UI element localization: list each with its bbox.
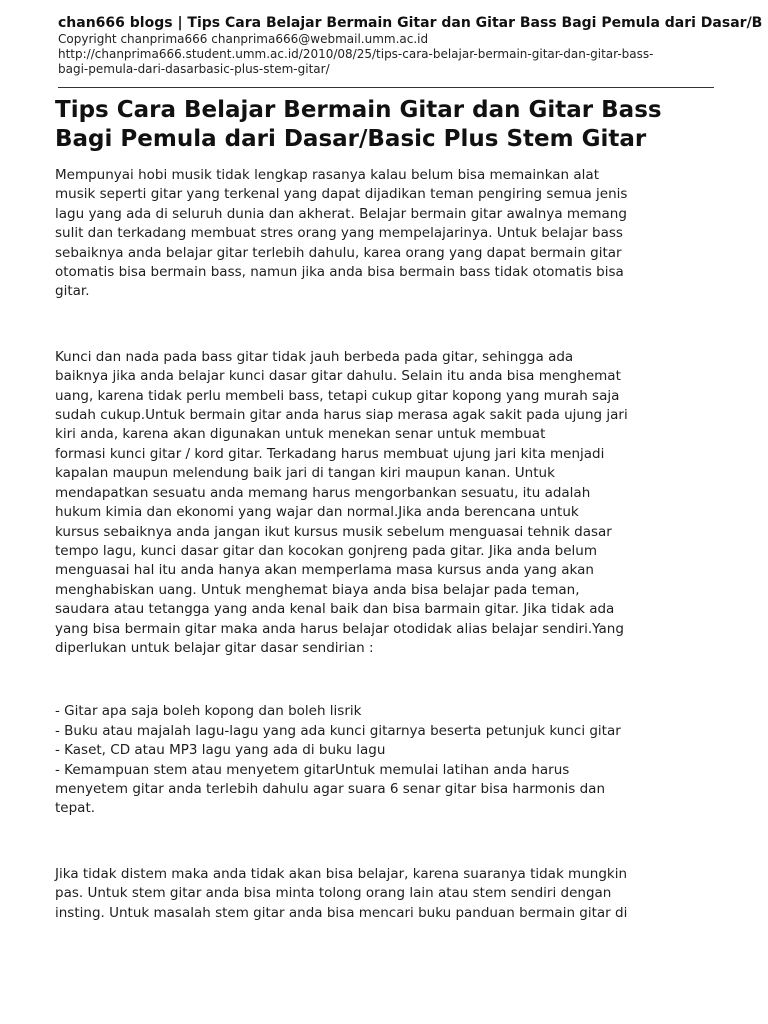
paragraph-line: sudah cukup.Untuk bermain gitar anda harus siap merasa agak sakit pada ujung jari bbox=[55, 407, 628, 424]
paragraph-3 bbox=[55, 865, 715, 923]
paragraph-spacer bbox=[55, 819, 715, 865]
paragraph-line: pas. Untuk stem gitar anda bisa minta tolong orang lain atau stem sendiri dengan bbox=[55, 885, 612, 902]
copyright-line: Copyright chanprima666 chanprima666@webmail.umm.ac.id bbox=[58, 32, 429, 46]
article-body bbox=[55, 166, 715, 923]
list-item: menyetem gitar anda terlebih dahulu agar suara 6 senar gitar bisa harmonis dan bbox=[55, 780, 606, 797]
paragraph-line: kursus sebaiknya anda jangan ikut kursus musik sebelum menguasai tehnik dasar bbox=[55, 523, 612, 540]
paragraph-line: menguasai hal itu anda hanya akan memperlama masa kursus anda yang akan bbox=[55, 562, 594, 579]
blog-title: chan666 blogs | Tips Cara Belajar Bermain Gitar dan Gitar Bass Bagi Pemula dari Dasar/B bbox=[58, 15, 763, 31]
paragraph-line: saudara atau tetangga yang anda kenal baik dan bisa barmain gitar. Jika tidak ada bbox=[55, 601, 615, 618]
paragraph-line: diperlukan untuk belajar gitar dasar sendirian : bbox=[55, 639, 374, 656]
paragraph-line: kapalan maupun melendung baik jari di tangan kiri maupun kanan. Untuk bbox=[55, 465, 555, 482]
source-url-line-2: bagi-pemula-dari-dasarbasic-plus-stem-gitar/ bbox=[58, 62, 330, 76]
list-item: tepat. bbox=[55, 800, 96, 817]
list-item: - Gitar apa saja boleh kopong dan boleh lisrik bbox=[55, 703, 362, 720]
paragraph-line: Kunci dan nada pada bass gitar tidak jauh berbeda pada gitar, sehingga ada bbox=[55, 348, 574, 365]
paragraph-line: tempo lagu, kunci dasar gitar dan kocokan gonjreng pada gitar. Jika anda belum bbox=[55, 542, 598, 559]
page-header bbox=[58, 14, 768, 77]
source-url-line-1: http://chanprima666.student.umm.ac.id/2010/08/25/tips-cara-belajar-bermain-gitar-dan-gitar-bass- bbox=[58, 47, 654, 61]
paragraph-2 bbox=[55, 348, 715, 659]
paragraph-line: menghabiskan uang. Untuk menghemat biaya anda bisa belajar pada teman, bbox=[55, 581, 580, 598]
paragraph-line: Mempunyai hobi musik tidak lengkap rasanya kalau belum bisa memainkan alat bbox=[55, 167, 599, 183]
paragraph-line: Jika tidak distem maka anda tidak akan bisa belajar, karena suaranya tidak mungkin bbox=[55, 865, 628, 882]
paragraph-line: hukum kimia dan ekonomi yang wajar dan normal.Jika anda berencana untuk bbox=[55, 504, 579, 521]
article-title-line-2: Bagi Pemula dari Dasar/Basic Plus Stem Gitar bbox=[55, 126, 647, 152]
paragraph-line: yang bisa bermain gitar maka anda harus belajar otodidak alias belajar sendiri.Yang bbox=[55, 620, 624, 637]
paragraph-line: lagu yang ada di seluruh dunia dan akherat. Belajar bermain gitar awalnya memang bbox=[55, 205, 627, 222]
paragraph-line: otomatis bisa bermain bass, namun jika anda bisa bermain bass tidak otomatis bisa bbox=[55, 264, 624, 281]
list-item: - Buku atau majalah lagu-lagu yang ada kunci gitarnya beserta petunjuk kunci gitar bbox=[55, 722, 621, 739]
paragraph-line: insting. Untuk masalah stem gitar anda bisa mencari buku panduan bermain gitar di bbox=[55, 904, 628, 921]
paragraph-line: kiri anda, karena akan digunakan untuk menekan senar untuk membuat bbox=[55, 426, 546, 443]
paragraph-line: formasi kunci gitar / kord gitar. Terkadang harus membuat ujung jari kita menjadi bbox=[55, 445, 605, 462]
paragraph-line: sulit dan terkadang membuat stres orang yang mempelajarinya. Untuk belajar bass bbox=[55, 225, 623, 242]
article-title bbox=[55, 96, 725, 154]
paragraph-line: musik seperti gitar yang terkenal yang dapat dijadikan teman pengiring semua jenis bbox=[55, 186, 628, 203]
paragraph-1 bbox=[55, 166, 715, 302]
paragraph-spacer bbox=[55, 658, 715, 702]
requirements-list bbox=[55, 702, 715, 818]
paragraph-line: gitar. bbox=[55, 283, 90, 300]
list-item: - Kemampuan stem atau menyetem gitarUntuk memulai latihan anda harus bbox=[55, 761, 570, 778]
paragraph-line: mendapatkan sesuatu anda memang harus mengorbankan sesuatu, itu adalah bbox=[55, 484, 591, 501]
paragraph-line: uang, karena tidak perlu membeli bass, tetapi cukup gitar kopong yang murah saja bbox=[55, 387, 620, 404]
paragraph-line: sebaiknya anda belajar gitar terlebih dahulu, karea orang yang dapat bermain gitar bbox=[55, 244, 622, 261]
header-divider bbox=[58, 87, 714, 88]
paragraph-line: baiknya jika anda belajar kunci dasar gitar dahulu. Selain itu anda bisa menghemat bbox=[55, 368, 621, 385]
list-item: - Kaset, CD atau MP3 lagu yang ada di buku lagu bbox=[55, 742, 386, 759]
paragraph-spacer bbox=[55, 302, 715, 348]
article-title-line-1: Tips Cara Belajar Bermain Gitar dan Gitar Bass bbox=[55, 97, 662, 123]
